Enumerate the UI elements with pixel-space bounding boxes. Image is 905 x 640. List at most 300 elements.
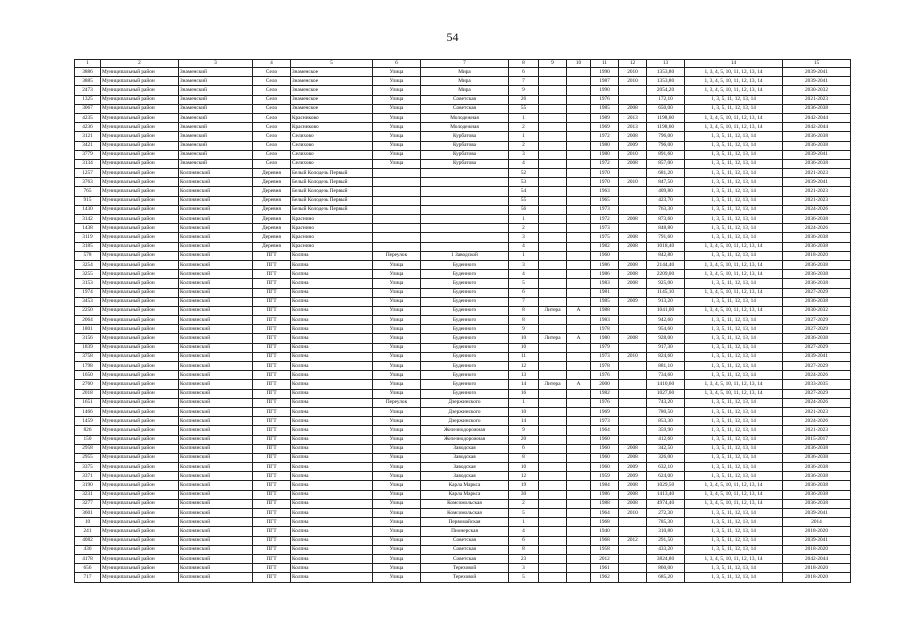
table-cell (567, 481, 591, 490)
table-cell (619, 435, 647, 444)
table-cell (567, 509, 591, 518)
table-cell: Муниципальный район (101, 554, 179, 563)
table-cell: Краснино (291, 224, 373, 233)
table-cell (539, 407, 567, 416)
table-cell (539, 159, 567, 168)
table-cell: 2958 (75, 444, 101, 453)
table-cell: Белый Колодезь Первый (291, 205, 373, 214)
table-cell: Дзержинского (421, 407, 509, 416)
table-cell: 1, 3, 4, 5, 10, 11, 12, 13, 14 (685, 380, 783, 389)
table-cell: 2021-2023 (783, 426, 851, 435)
table-cell: 1960 (591, 435, 619, 444)
table-cell: Муниципальный район (101, 104, 179, 113)
table-cell: 53 (509, 178, 539, 187)
table-cell: Улица (373, 334, 421, 343)
table-cell: 1960 (591, 444, 619, 453)
table-row (75, 426, 851, 435)
table-cell: 1 (509, 251, 539, 260)
table-cell: 3 (509, 233, 539, 242)
table-cell: 1959 (591, 472, 619, 481)
table-cell: 942,60 (647, 316, 685, 325)
table-cell: Колпнянский (179, 205, 253, 214)
table-cell (619, 196, 647, 205)
table-cell: 1198,60 (647, 123, 685, 132)
table-cell: Колпна (291, 545, 373, 554)
table-row (75, 297, 851, 306)
table-cell: Краснино (291, 242, 373, 251)
table-row (75, 306, 851, 315)
table-cell: Колпнянский (179, 417, 253, 426)
table-cell (619, 426, 647, 435)
table-cell (539, 472, 567, 481)
table-cell: Улица (373, 554, 421, 563)
table-cell (539, 316, 567, 325)
table-cell: Знаменский (179, 68, 253, 77)
table-cell: Улица (373, 316, 421, 325)
table-cell: 1975 (591, 233, 619, 242)
table-cell (567, 435, 591, 444)
table-cell: Заводская (421, 444, 509, 453)
table-cell (567, 288, 591, 297)
table-cell (567, 123, 591, 132)
table-cell: 1981 (591, 288, 619, 297)
table-cell: Колпна (291, 334, 373, 343)
table-cell: 2760 (75, 380, 101, 389)
table-cell: 1041,00 (647, 306, 685, 315)
table-cell: Колпна (291, 463, 373, 472)
table-cell: ПГТ (253, 270, 291, 279)
table-cell: 2015-2017 (783, 435, 851, 444)
table-cell: Улица (373, 113, 421, 122)
table-cell (567, 453, 591, 462)
table-cell: 656 (75, 564, 101, 573)
table-cell: 2008 (619, 104, 647, 113)
table-cell (619, 380, 647, 389)
table-cell: Улица (373, 536, 421, 545)
table-row (75, 141, 851, 150)
table-row (75, 224, 851, 233)
table-cell: 1, 3, 5, 11, 12, 13, 14 (685, 334, 783, 343)
table-cell: 1958 (591, 545, 619, 554)
table-cell: 785,30 (647, 518, 685, 527)
table-cell: Железнодорожная (421, 426, 509, 435)
table-cell (539, 150, 567, 159)
table-cell: Колпнянский (179, 233, 253, 242)
table-cell: Колпна (291, 490, 373, 499)
table-cell: 14 (509, 380, 539, 389)
table-cell: 2024-2026 (783, 224, 851, 233)
table-cell: 3254 (75, 260, 101, 269)
table-row (75, 545, 851, 554)
table-row (75, 113, 851, 122)
table-cell: Муниципальный район (101, 518, 179, 527)
table-cell: 685,20 (647, 573, 685, 582)
table-cell: Знаменское (291, 95, 373, 104)
table-cell: Село (253, 68, 291, 77)
table-cell: Дзержинского (421, 417, 509, 426)
table-cell: Колпнянский (179, 444, 253, 453)
table-cell (567, 150, 591, 159)
table-cell: Улица (373, 306, 421, 315)
table-cell: 2 (509, 141, 539, 150)
table-cell: Улица (373, 389, 421, 398)
table-cell: 6 (509, 288, 539, 297)
table-cell: Карла Маркса (421, 490, 509, 499)
table-cell: Улица (373, 297, 421, 306)
table-cell: Улица (373, 435, 421, 444)
table-cell: 2 (509, 123, 539, 132)
table-cell: ПГТ (253, 251, 291, 260)
table-cell (567, 224, 591, 233)
table-cell: 436 (75, 545, 101, 554)
table-cell: 1984 (591, 481, 619, 490)
table-cell: Улица (373, 279, 421, 288)
table-cell: 7 (509, 77, 539, 86)
table-cell: ПГТ (253, 297, 291, 306)
table-cell: Колпнянский (179, 407, 253, 416)
table-cell: 1986 (591, 270, 619, 279)
table-cell (373, 178, 421, 187)
table-cell: 1, 3, 5, 11, 12, 13, 14 (685, 545, 783, 554)
table-cell: Колпнянский (179, 178, 253, 187)
table-cell: 1, 3, 5, 11, 12, 13, 14 (685, 297, 783, 306)
table-cell: 873,60 (647, 215, 685, 224)
table-cell: Колпнянский (179, 334, 253, 343)
page-number: 54 (446, 30, 459, 44)
table-cell (619, 573, 647, 582)
table-row (75, 169, 851, 178)
table-cell: 1353,80 (647, 77, 685, 86)
table-cell (539, 77, 567, 86)
table-cell: Муниципальный район (101, 407, 179, 416)
table-cell: 1, 3, 5, 11, 12, 13, 14 (685, 316, 783, 325)
table-cell: Буденного (421, 260, 509, 269)
table-cell: 1, 3, 5, 11, 12, 13, 14 (685, 224, 783, 233)
table-row (75, 444, 851, 453)
table-cell: 2054,20 (647, 86, 685, 95)
table-cell (421, 178, 509, 187)
table-cell: 2064 (75, 316, 101, 325)
table-cell (567, 407, 591, 416)
table-cell: 3231 (75, 490, 101, 499)
table-cell (539, 123, 567, 132)
table-cell (619, 371, 647, 380)
table-cell: Селихово (291, 141, 373, 150)
table-cell: Литера (539, 380, 567, 389)
table-cell: ПГТ (253, 554, 291, 563)
table-cell: 5 (509, 279, 539, 288)
table-cell (421, 233, 509, 242)
table-cell: Муниципальный район (101, 205, 179, 214)
table-cell (567, 68, 591, 77)
table-cell: ПГТ (253, 573, 291, 582)
table-cell: 1198,60 (647, 113, 685, 122)
table-cell: 291,50 (647, 536, 685, 545)
table-row (75, 205, 851, 214)
table-cell: Муниципальный район (101, 380, 179, 389)
table-cell: Улица (373, 499, 421, 508)
table-cell: 1, 3, 5, 11, 12, 13, 14 (685, 463, 783, 472)
table-cell: 2008 (619, 233, 647, 242)
table-cell: 1, 3, 5, 11, 12, 13, 14 (685, 573, 783, 582)
table-cell (539, 95, 567, 104)
table-row (75, 251, 851, 260)
table-cell: Колпна (291, 288, 373, 297)
table-cell: 3 (509, 564, 539, 573)
table-cell: 2036-2038 (783, 490, 851, 499)
table-cell: Первомайская (421, 518, 509, 527)
column-header: 10 (567, 60, 591, 68)
table-cell: 681,20 (647, 169, 685, 178)
table-cell: Заводская (421, 453, 509, 462)
table-cell: 2042-2044 (783, 123, 851, 132)
table-cell: 1839 (75, 343, 101, 352)
table-cell: Муниципальный район (101, 564, 179, 573)
table-cell (567, 352, 591, 361)
table-cell (539, 509, 567, 518)
table-row (75, 270, 851, 279)
table-cell: 1980 (591, 141, 619, 150)
table-cell: Колпнянский (179, 215, 253, 224)
table-cell: ПГТ (253, 527, 291, 536)
table-cell: 632,10 (647, 463, 685, 472)
table-cell: ПГТ (253, 362, 291, 371)
table-cell: 4236 (75, 123, 101, 132)
table-cell: Колпнянский (179, 362, 253, 371)
table-cell: 2008 (619, 242, 647, 251)
table-cell: 412,60 (647, 435, 685, 444)
table-cell: 2010 (619, 178, 647, 187)
table-cell: 4 (509, 270, 539, 279)
table-cell: Муниципальный район (101, 169, 179, 178)
table-cell (619, 169, 647, 178)
table-cell: 3453 (75, 297, 101, 306)
column-header: 4 (253, 60, 291, 68)
table-cell: 1961 (591, 564, 619, 573)
table-cell: 2473 (75, 86, 101, 95)
table-cell: 1960 (591, 463, 619, 472)
table-cell: ПГТ (253, 536, 291, 545)
table-row (75, 499, 851, 508)
table-cell (539, 224, 567, 233)
table-cell: Муниципальный район (101, 362, 179, 371)
table-cell: 1, 3, 5, 11, 12, 13, 14 (685, 141, 783, 150)
table-cell: 3121 (75, 132, 101, 141)
table-cell: 16 (509, 389, 539, 398)
table-cell: 1, 3, 5, 11, 12, 13, 14 (685, 518, 783, 527)
table-cell: 1 (509, 398, 539, 407)
table-cell: ПГТ (253, 260, 291, 269)
table-cell: 1, 3, 5, 11, 12, 13, 14 (685, 564, 783, 573)
table-row (75, 150, 851, 159)
table-row (75, 527, 851, 536)
table-cell: Улица (373, 490, 421, 499)
table-cell: Знаменское (291, 77, 373, 86)
table-cell (539, 215, 567, 224)
table-row (75, 316, 851, 325)
table-cell: 172,10 (647, 95, 685, 104)
table-cell: Улица (373, 518, 421, 527)
table-cell: 1986 (591, 490, 619, 499)
table-cell: 1979 (591, 343, 619, 352)
column-header: 3 (179, 60, 253, 68)
table-cell: 1963 (591, 187, 619, 196)
table-cell: Буденного (421, 297, 509, 306)
table-cell: Селихово (291, 132, 373, 141)
table-cell: Муниципальный район (101, 215, 179, 224)
table-cell: 2009 (619, 297, 647, 306)
table-cell: 1413,40 (647, 490, 685, 499)
table-row (75, 196, 851, 205)
table-row (75, 536, 851, 545)
table-cell: 796,00 (647, 132, 685, 141)
table-cell (539, 233, 567, 242)
table-cell: ПГТ (253, 398, 291, 407)
table-cell: Колпна (291, 499, 373, 508)
table-cell: 2036-2038 (783, 215, 851, 224)
table-cell: 1, 3, 5, 11, 12, 13, 14 (685, 104, 783, 113)
table-cell: Колпна (291, 398, 373, 407)
table-cell: 3779 (75, 150, 101, 159)
table-cell: Муниципальный район (101, 77, 179, 86)
table-cell (619, 224, 647, 233)
table-row (75, 380, 851, 389)
table-cell (539, 242, 567, 251)
table-cell: 2039-2041 (783, 352, 851, 361)
table-cell: Улица (373, 77, 421, 86)
table-cell: 1, 3, 5, 11, 12, 13, 14 (685, 150, 783, 159)
table-cell: Улица (373, 472, 421, 481)
table-cell: ПГТ (253, 518, 291, 527)
table-cell (539, 444, 567, 453)
table-cell: Улица (373, 545, 421, 554)
table-cell: 1972 (591, 132, 619, 141)
table-row (75, 187, 851, 196)
table-cell (567, 215, 591, 224)
table-cell: 3067 (75, 104, 101, 113)
table-cell: 1983 (591, 279, 619, 288)
table-cell: Мира (421, 77, 509, 86)
table-cell: 423,70 (647, 196, 685, 205)
table-cell: Деревня (253, 242, 291, 251)
table-cell: 1, 3, 5, 11, 12, 13, 14 (685, 187, 783, 196)
table-cell: Колпна (291, 573, 373, 582)
table-row (75, 463, 851, 472)
table-cell: ПГТ (253, 453, 291, 462)
table-cell (567, 113, 591, 122)
table-cell: 1972 (591, 159, 619, 168)
table-row (75, 554, 851, 563)
table-cell: Муниципальный район (101, 178, 179, 187)
table-cell: 717 (75, 573, 101, 582)
table-cell (539, 564, 567, 573)
table-cell: ПГТ (253, 343, 291, 352)
table-cell (539, 113, 567, 122)
table-cell: 1, 3, 5, 11, 12, 13, 14 (685, 325, 783, 334)
table-cell (539, 141, 567, 150)
table-cell: Колпна (291, 426, 373, 435)
table-cell: 23 (509, 554, 539, 563)
table-cell: Колпна (291, 536, 373, 545)
table-cell: Муниципальный район (101, 270, 179, 279)
table-cell (567, 564, 591, 573)
table-cell: Улица (373, 288, 421, 297)
table-cell: 1, 3, 5, 11, 12, 13, 14 (685, 472, 783, 481)
table-cell: Муниципальный район (101, 472, 179, 481)
table-cell (619, 527, 647, 536)
table-cell: 1, 3, 5, 11, 12, 13, 14 (685, 426, 783, 435)
table-cell: Знаменский (179, 104, 253, 113)
table-cell: 1970 (591, 169, 619, 178)
table-cell: 1, 3, 5, 11, 12, 13, 14 (685, 132, 783, 141)
table-cell: Колпнянский (179, 518, 253, 527)
table-cell: Деревня (253, 187, 291, 196)
table-cell: ПГТ (253, 407, 291, 416)
table-row (75, 123, 851, 132)
table-cell: Улица (373, 509, 421, 518)
table-cell: 1964 (591, 426, 619, 435)
table-cell: Село (253, 141, 291, 150)
table-cell: 847,50 (647, 178, 685, 187)
table-cell: 1, 3, 5, 11, 12, 13, 14 (685, 196, 783, 205)
table-cell: 2027-2029 (783, 343, 851, 352)
table-cell: 2018-2020 (783, 251, 851, 260)
table-cell: ПГТ (253, 352, 291, 361)
table-cell: 857,00 (647, 159, 685, 168)
table-cell: Улица (373, 362, 421, 371)
table-cell: 780,50 (647, 407, 685, 416)
table-cell: Тереховой (421, 564, 509, 573)
table-cell: 2010 (619, 352, 647, 361)
table-cell: Муниципальный район (101, 417, 179, 426)
table-cell: Колпна (291, 509, 373, 518)
table-cell: 1, 3, 5, 11, 12, 13, 14 (685, 159, 783, 168)
table-cell: 3421 (75, 141, 101, 150)
table-cell: 2021-2023 (783, 196, 851, 205)
table-cell: 853,30 (647, 417, 685, 426)
table-cell (619, 343, 647, 352)
table-cell: Муниципальный район (101, 260, 179, 269)
table-cell: 3763 (75, 178, 101, 187)
table-cell (539, 205, 567, 214)
table-row (75, 68, 851, 77)
table-cell: Буденного (421, 288, 509, 297)
table-cell: Белый Колодезь Первый (291, 187, 373, 196)
table-row (75, 398, 851, 407)
table-cell: ПГТ (253, 472, 291, 481)
table-cell: Литера (539, 334, 567, 343)
table-cell: Колпна (291, 279, 373, 288)
table-cell: Село (253, 86, 291, 95)
table-cell: 2018-2020 (783, 564, 851, 573)
table-cell: ПГТ (253, 435, 291, 444)
table-cell: Колпнянский (179, 453, 253, 462)
table-cell: Колпна (291, 481, 373, 490)
table-cell: 3156 (75, 334, 101, 343)
table-row (75, 564, 851, 573)
table-cell: 2010 (619, 150, 647, 159)
table-cell (567, 325, 591, 334)
table-cell: Улица (373, 86, 421, 95)
table-cell: 2008 (619, 132, 647, 141)
table-cell: 1962 (591, 573, 619, 582)
table-cell: 2013 (619, 113, 647, 122)
table-cell: Улица (373, 380, 421, 389)
column-header: 15 (783, 60, 851, 68)
table-cell: 2 (509, 224, 539, 233)
table-cell: 5 (509, 509, 539, 518)
table-cell: Колпнянский (179, 306, 253, 315)
